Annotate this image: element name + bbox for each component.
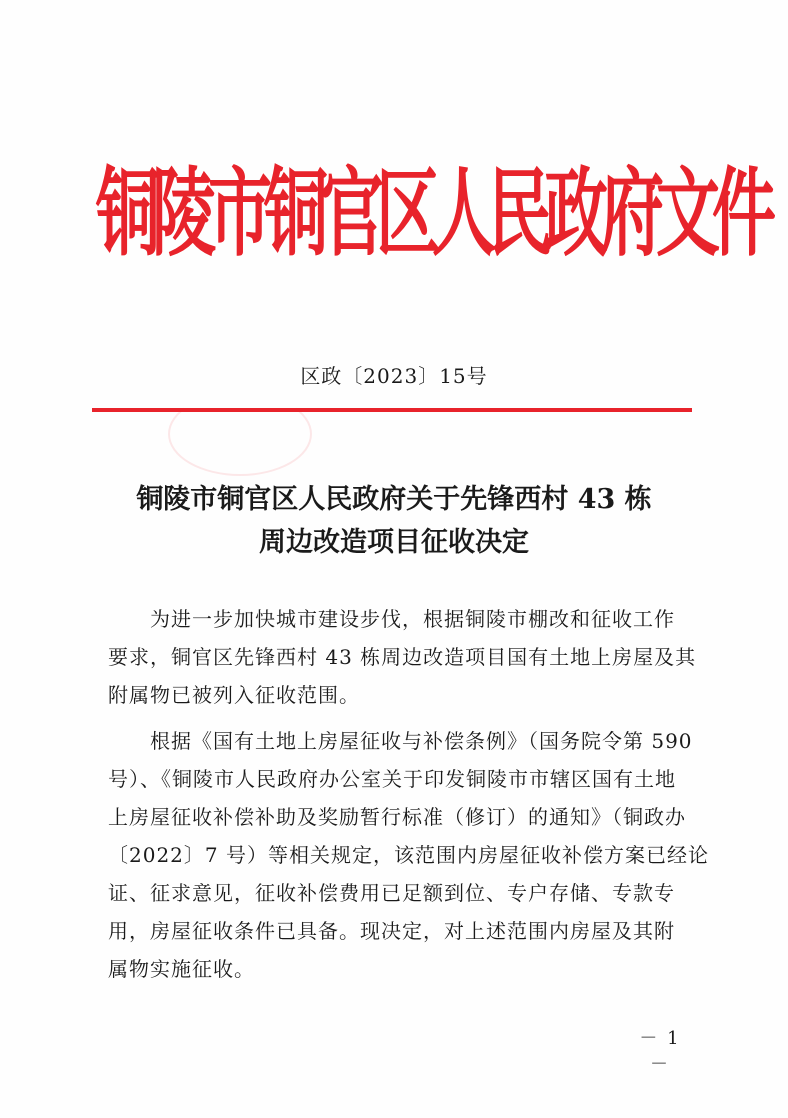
paragraph-2-line: 号）、《铜陵市人民政府办公室关于印发铜陵市市辖区国有土地: [108, 767, 676, 791]
title-line-2: 周边改造项目征收决定: [259, 527, 529, 558]
red-divider-rule: [92, 408, 692, 412]
paragraph-2-line: 属物实施征收。: [108, 957, 255, 981]
document-number: 区政〔2023〕15号: [300, 364, 488, 388]
paragraph-2-line: 证、征求意见，征收补偿费用已足额到位、专户存储、专款专: [108, 881, 675, 905]
paragraph-2-line: 用，房屋征收条件已具备。现决定，对上述范围内房屋及其附: [108, 919, 675, 943]
title-line-1: 铜陵市铜官区人民政府关于先锋西村 43 栋: [136, 484, 652, 515]
paragraph-2-line: 〔2022〕7 号）等相关规定，该范围内房屋征收补偿方案已经论: [108, 843, 709, 867]
paragraph-1-line: 要求，铜官区先锋西村 43 栋周边改造项目国有土地上房屋及其: [108, 645, 697, 669]
issuer-header-title: 铜陵市铜官区人民政府文件: [96, 159, 768, 271]
page-number: － 1 －: [639, 1028, 681, 1075]
paragraph-1-line: 为进一步加快城市建设步伐，根据铜陵市棚改和征收工作: [150, 607, 675, 631]
paragraph-1-line: 附属物已被列入征收范围。: [108, 683, 360, 707]
paragraph-2-line: 根据《国有土地上房屋征收与补偿条例》（国务院令第 590: [150, 729, 693, 753]
faint-seal-mark: [168, 392, 312, 476]
document-title: [0, 478, 788, 564]
document-body: [108, 600, 709, 988]
paragraph-2-line: 上房屋征收补偿补助及奖励暂行标准（修订）的通知》（铜政办: [108, 805, 686, 829]
